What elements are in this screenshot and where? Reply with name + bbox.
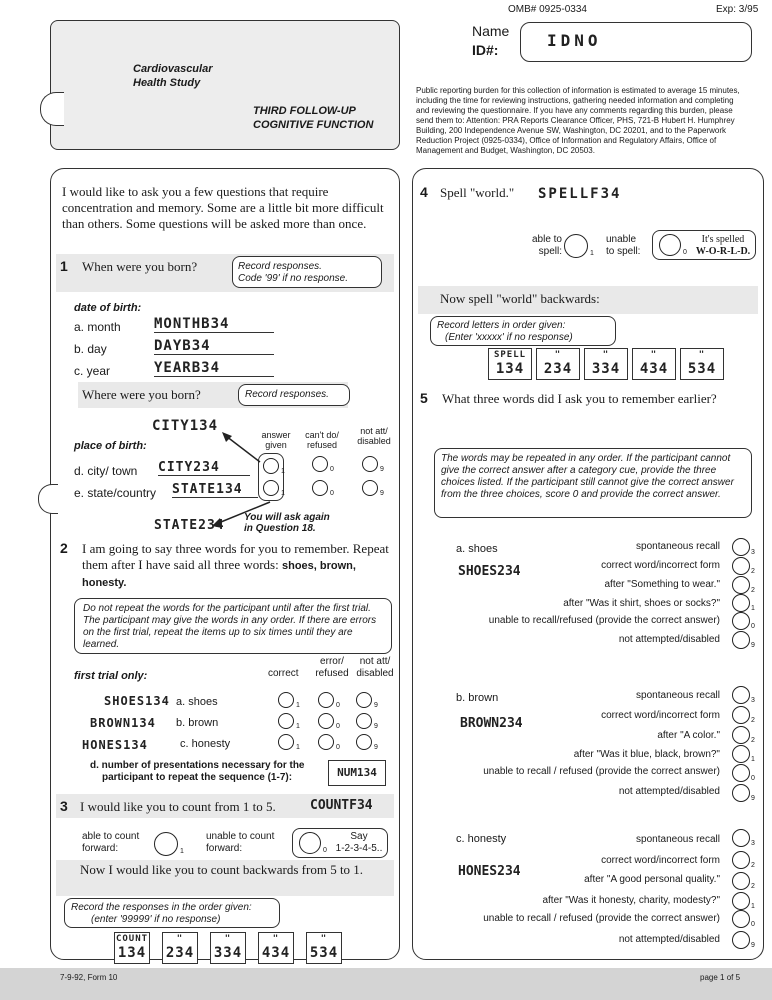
brown-radio-3[interactable] bbox=[732, 686, 750, 704]
brown-radio-0[interactable] bbox=[732, 764, 750, 782]
able-count-label: able to count forward: bbox=[82, 831, 140, 854]
spell-cell-2[interactable]: " 234 bbox=[536, 348, 580, 380]
col-cant-do: can't do/ refused bbox=[305, 430, 339, 450]
col-answer-given: answer given bbox=[261, 430, 291, 450]
q1-number: 1 bbox=[60, 258, 68, 274]
place-of-birth-label: place of birth: bbox=[74, 440, 147, 452]
ask-again-note: You will ask again in Question 18. bbox=[244, 512, 330, 534]
study-name-line1: Cardiovascular bbox=[133, 63, 213, 75]
brown-radio-2a[interactable] bbox=[732, 706, 750, 724]
spell-backward-note: Record letters in order given: (Enter 'xxxxx' if no response) bbox=[430, 316, 616, 346]
q4-text: Spell "world." bbox=[440, 185, 515, 200]
word-label: a. shoes bbox=[456, 543, 498, 555]
shoes-radio-2b[interactable] bbox=[732, 576, 750, 594]
brown-radio-1[interactable] bbox=[732, 745, 750, 763]
where-text: Where were you born? bbox=[82, 387, 201, 402]
id-field[interactable] bbox=[520, 22, 752, 62]
word-block-honesty: c. honesty HONES234 spontaneous recall correct word/incorrect form after "A good personal quality." after "Was it honesty, charity, modesty?" unable to recall / refused (provide the correct answer) not attempted/disabled 3 2 2 1 0 9 bbox=[418, 820, 758, 950]
id-label: ID#: bbox=[472, 42, 499, 58]
year-field[interactable]: YEARB34 bbox=[154, 360, 274, 377]
form-date-footer: 7-9-92, Form 10 bbox=[60, 973, 118, 982]
shoes-radio-1[interactable] bbox=[732, 594, 750, 612]
shoes-radio-9[interactable] bbox=[732, 631, 750, 649]
shoes-label: a. shoes bbox=[176, 696, 218, 708]
honesty-notatt-radio[interactable] bbox=[356, 734, 372, 750]
word-label: c. honesty bbox=[456, 833, 507, 845]
burden-notice: Public reporting burden for this collection of information is estimated to average 15 minutes, including the time for reviewing instructions, gathering needed information and completing and reviewing the questionnaire. If you have any comments regarding this burden, please send them to: Attention: PRA Reports Clearance Officer, PHS, 721-B Hubert H. Humphrey Building, 200 Independence Avenue SW, Washington, DC 20201, and to the Paperwork Reduction Project (0925-0334), Office of Information and Regulatory Affairs, Office of Management and Budget, Washington, DC 20503. bbox=[416, 86, 740, 155]
first-trial-label: first trial only: bbox=[74, 670, 148, 682]
spell-cell-1[interactable]: SPELL 134 bbox=[488, 348, 532, 380]
brown-notatt-radio[interactable] bbox=[356, 713, 372, 729]
q1-note: Record responses. Code '99' if no response. bbox=[232, 256, 382, 288]
state-notatt-radio[interactable] bbox=[362, 480, 378, 496]
binder-hole bbox=[38, 484, 58, 514]
spelled-hint: It's spelled W-O-R-L-D. bbox=[695, 234, 751, 257]
form-title-box bbox=[50, 20, 400, 150]
study-name-line2: Health Study bbox=[133, 77, 201, 89]
word-label: b. brown bbox=[456, 692, 499, 704]
count-cell-1[interactable]: COUNT 134 bbox=[114, 932, 150, 964]
able-spell-radio[interactable] bbox=[564, 234, 588, 258]
binder-hole bbox=[40, 92, 64, 126]
shoes-correct-radio[interactable] bbox=[278, 692, 294, 708]
where-note: Record responses. bbox=[238, 384, 350, 406]
honesty-radio-1[interactable] bbox=[732, 892, 750, 910]
state-bottom-value: STATE234 bbox=[154, 518, 225, 533]
spell-cell-5[interactable]: " 534 bbox=[680, 348, 724, 380]
shoes-hand: SHOES134 bbox=[104, 694, 170, 708]
q3-number: 3 bbox=[60, 798, 68, 814]
honesty-radio-9[interactable] bbox=[732, 931, 750, 949]
able-spell-label: able to spell: bbox=[531, 234, 562, 257]
city-refused-radio[interactable] bbox=[312, 456, 328, 472]
q4-number: 4 bbox=[420, 184, 428, 200]
shoes-radio-0[interactable] bbox=[732, 612, 750, 630]
q2-text: I am going to say three words for you to remember. Repeat them after I have said all three words: shoes, brown, honesty. bbox=[82, 541, 389, 589]
dob-label: date of birth: bbox=[74, 302, 142, 314]
shoes-error-radio[interactable] bbox=[318, 692, 334, 708]
city-field[interactable]: CITY234 bbox=[158, 460, 250, 476]
able-count-radio[interactable] bbox=[154, 832, 178, 856]
brown-label: b. brown bbox=[176, 717, 219, 729]
id-value: IDNO bbox=[547, 31, 602, 50]
count-backward-text: Now I would like you to count backwards from 5 to 1. bbox=[80, 862, 364, 877]
count-cell-3[interactable]: " 334 bbox=[210, 932, 246, 964]
count-cell-2[interactable]: " 234 bbox=[162, 932, 198, 964]
state-refused-radio[interactable] bbox=[312, 480, 328, 496]
honesty-label: c. honesty bbox=[180, 738, 231, 750]
intro-text: I would like to ask you a few questions that require concentration and memory. Some are a little bit more difficult than others. Some questions will be asked more than once. bbox=[62, 184, 384, 231]
unable-spell-radio[interactable] bbox=[659, 234, 681, 256]
count-cell-5[interactable]: " 534 bbox=[306, 932, 342, 964]
brown-radio-9[interactable] bbox=[732, 784, 750, 802]
spell-forward-hand: SPELLF34 bbox=[538, 186, 622, 202]
honesty-radio-2a[interactable] bbox=[732, 851, 750, 869]
city-notatt-radio[interactable] bbox=[362, 456, 378, 472]
q3-text: I would like you to count from 1 to 5. bbox=[80, 799, 276, 814]
unable-spell-box: 0 It's spelled W-O-R-L-D. bbox=[652, 230, 756, 260]
col-correct: correct bbox=[268, 668, 299, 679]
word-hand: SHOES234 bbox=[458, 564, 521, 579]
state-field[interactable]: STATE134 bbox=[172, 482, 258, 498]
form-name-line2: COGNITIVE FUNCTION bbox=[253, 119, 374, 131]
year-label: c. year bbox=[74, 364, 111, 378]
omb-number: OMB# 0925-0334 bbox=[508, 4, 587, 15]
q2-note: Do not repeat the words for the participant until after the first trial. The participant may give the words in any order. If there are errors on the first trial, repeat the items up to six times until they are learned. bbox=[74, 598, 392, 654]
honesty-radio-3[interactable] bbox=[732, 829, 750, 847]
spell-cell-4[interactable]: " 434 bbox=[632, 348, 676, 380]
word-hand: HONES234 bbox=[458, 864, 521, 879]
word-block-brown: b. brown BROWN234 spontaneous recall correct word/incorrect form after "A color." after "Was it blue, black, brown?" unable to recall / refused (provide the correct answer) not attempted/disabled 3 2 2 1 0 9 bbox=[418, 678, 758, 808]
count-cell-4[interactable]: " 434 bbox=[258, 932, 294, 964]
q2-number: 2 bbox=[60, 540, 68, 556]
q5-note: The words may be repeated in any order. If the participant cannot give the correct answer after a category cue, provide the three choices listed. If the participant still cannot give the correct answer from the three choices, score 0 and provide the correct answer. bbox=[434, 448, 752, 518]
num-presentations-field[interactable]: NUM134 bbox=[328, 760, 386, 786]
shoes-radio-3[interactable] bbox=[732, 538, 750, 556]
brown-error-radio[interactable] bbox=[318, 713, 334, 729]
word-hand: BROWN234 bbox=[460, 716, 523, 731]
honesty-hand: HONES134 bbox=[82, 738, 148, 752]
unable-count-radio[interactable] bbox=[299, 832, 321, 854]
honesty-error-radio[interactable] bbox=[318, 734, 334, 750]
unable-count-box: 0 Say 1-2-3-4-5.. bbox=[292, 828, 388, 858]
col-notatt: not att/ disabled bbox=[356, 656, 394, 679]
spell-cell-3[interactable]: " 334 bbox=[584, 348, 628, 380]
say-sequence: Say 1-2-3-4-5.. bbox=[335, 831, 383, 854]
q5-number: 5 bbox=[420, 390, 428, 406]
page-number-footer: page 1 of 5 bbox=[700, 973, 741, 982]
unable-spell-label: unable to spell: bbox=[606, 234, 641, 257]
col-error: error/ refused bbox=[315, 656, 349, 679]
spell-backward-text: Now spell "world" backwards: bbox=[440, 291, 600, 306]
honesty-correct-radio[interactable] bbox=[278, 734, 294, 750]
count-forward-hand: COUNTF34 bbox=[310, 798, 373, 813]
form-name-line1: THIRD FOLLOW-UP bbox=[253, 105, 356, 117]
brown-hand: BROWN134 bbox=[90, 716, 156, 730]
month-field[interactable]: MONTHB34 bbox=[154, 316, 274, 333]
brown-correct-radio[interactable] bbox=[278, 713, 294, 729]
presentations-label: d. number of presentations necessary for the participant to repeat the sequence (1-7): bbox=[90, 760, 305, 783]
name-label: Name bbox=[472, 23, 510, 39]
day-label: b. day bbox=[74, 342, 107, 356]
city-label: d. city/ town bbox=[74, 464, 138, 478]
honesty-radio-0[interactable] bbox=[732, 910, 750, 928]
state-label: e. state/country bbox=[74, 486, 157, 500]
day-field[interactable]: DAYB34 bbox=[154, 338, 274, 355]
shoes-notatt-radio[interactable] bbox=[356, 692, 372, 708]
expiration-date: Exp: 3/95 bbox=[716, 4, 759, 15]
q1-text: When were you born? bbox=[82, 259, 198, 274]
count-backward-note: Record the responses in the order given: (enter '99999' if no response) bbox=[64, 898, 280, 928]
city-top-value: CITY134 bbox=[152, 418, 219, 434]
month-label: a. month bbox=[74, 320, 121, 334]
col-not-att: not att/ disabled bbox=[357, 426, 391, 446]
unable-count-label: unable to count forward: bbox=[206, 831, 275, 854]
brown-radio-2b[interactable] bbox=[732, 726, 750, 744]
shoes-radio-2a[interactable] bbox=[732, 557, 750, 575]
word-block-shoes: a. shoes SHOES234 spontaneous recall correct word/incorrect form after "Something to wear." after "Was it shirt, shoes or socks?" unable to recall/refused (provide the correct answer) not attempted/disabled 3 2 2 1 0 9 bbox=[418, 530, 758, 660]
honesty-radio-2b[interactable] bbox=[732, 872, 750, 890]
q5-text: What three words did I ask you to remember earlier? bbox=[442, 391, 717, 406]
